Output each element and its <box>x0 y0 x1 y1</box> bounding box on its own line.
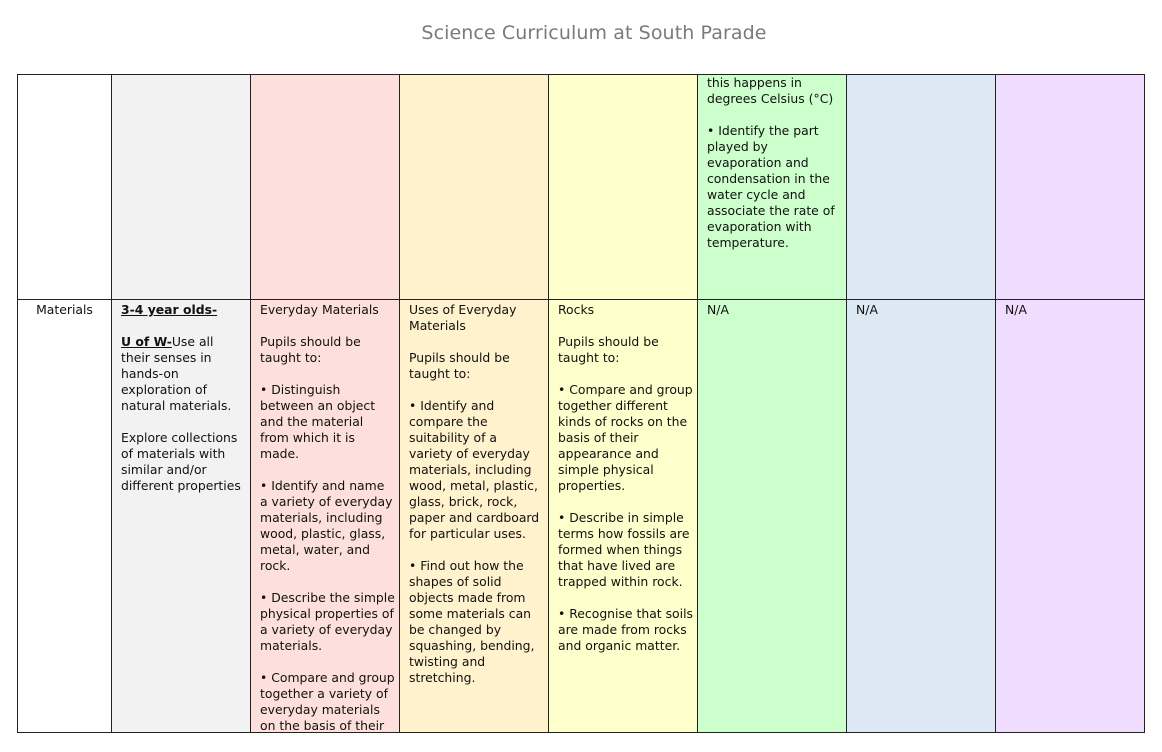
paragraph: Pupils should be taught to: <box>260 334 361 365</box>
na-label: N/A <box>1005 302 1027 317</box>
subject-heading: Everyday Materials <box>260 302 379 317</box>
paragraph: • Identify and compare the suitability of a variety of everyday materials, including wood, metal, plastic, glass, brick, rock, paper and cardboard for particular uses. <box>409 398 540 541</box>
subject-heading: Uses of Everyday Materials <box>409 302 517 333</box>
paragraph: • Identify the part played by evaporation and condensation in the water cycle and associate the rate of evaporation with temperature. <box>707 123 835 250</box>
paragraph: • Identify and name a variety of everyday materials, including wood, plastic, glass, metal, water, and rock. <box>260 478 393 573</box>
paragraph: • Compare and group together a variety of everyday materials on the basis of their <box>260 670 395 733</box>
year6-cell <box>996 74 1145 300</box>
year5-cell <box>847 74 996 300</box>
paragraph: Explore collections of materials with similar and/or different properties <box>121 430 241 493</box>
paragraph: • Find out how the shapes of solid objects made from some materials can be changed by squashing, bending, twisting and stretching. <box>409 558 535 685</box>
year1-cell <box>251 74 400 300</box>
year2-cell <box>400 74 549 300</box>
na-label: N/A <box>856 302 878 317</box>
uw-label: U of W- <box>121 334 172 349</box>
year3-cell <box>549 74 698 300</box>
eyfs-cell <box>112 74 251 300</box>
paragraph: • Describe the simple physical properties of a variety of everyday materials. <box>260 590 395 653</box>
year6-cell <box>996 300 1145 733</box>
eyfs-cell <box>112 300 251 733</box>
year1-cell <box>251 300 400 733</box>
paragraph: • Describe in simple terms how fossils are formed when things that have lived are trapped within rock. <box>558 510 690 589</box>
topic-cell <box>17 300 112 733</box>
subject-heading: Rocks <box>558 302 595 317</box>
eyfs-heading: 3-4 year olds- <box>121 302 218 317</box>
year4-cell <box>698 74 847 300</box>
year3-cell <box>549 300 698 733</box>
paragraph: • Compare and group together different kinds of rocks on the basis of their appearance and simple physical properties. <box>558 382 693 493</box>
uw-text: Use all their senses in hands-on exploration of natural materials. <box>121 334 232 413</box>
year4-cell <box>698 300 847 733</box>
year5-cell <box>847 300 996 733</box>
paragraph: • Distinguish between an object and the material from which it is made. <box>260 382 376 461</box>
year2-cell <box>400 300 549 733</box>
paragraph: this happens in degrees Celsius (°C) <box>707 75 834 106</box>
topic-label: Materials <box>36 302 93 317</box>
topic-cell <box>17 74 112 300</box>
paragraph: • Recognise that soils are made from rocks and organic matter. <box>558 606 693 653</box>
paragraph: Pupils should be taught to: <box>409 350 510 381</box>
paragraph: Pupils should be taught to: <box>558 334 659 365</box>
na-label: N/A <box>707 302 729 317</box>
page-title: Science Curriculum at South Parade <box>421 22 767 44</box>
